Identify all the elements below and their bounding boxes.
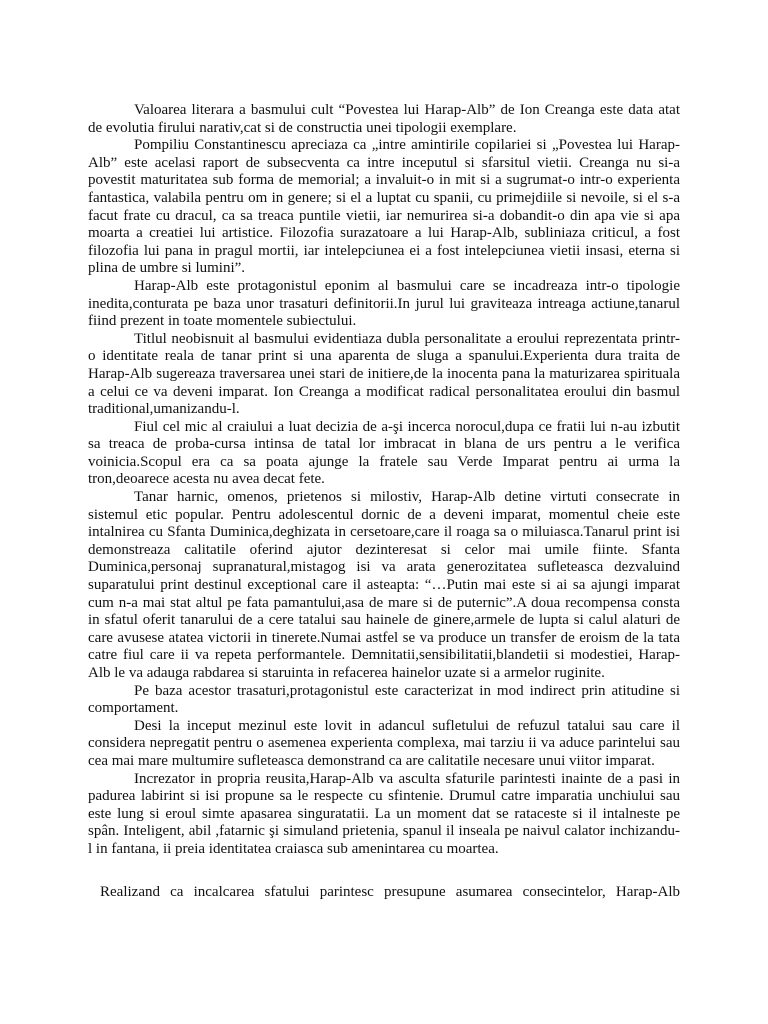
paragraph-line: care avusese atatea victorii in tinerete.Numai astfel se va produce un transfer de eroism de la tata: [88, 629, 680, 646]
paragraph-line: sistemul etic popular. Pentru adolescentul dornic de a deveni imparat, momentul cheie este: [88, 506, 680, 523]
paragraph-line: voinicia.Scopul era ca sa poata ajunge la fratele sau Verde Imparat pentru ai urma la: [88, 453, 680, 470]
paragraph-line: plina de umbre si lumini”.: [88, 260, 246, 277]
paragraph-line: moarta a creatiei lui artistice. Filozofia surazatoare a lui Harap-Alb, subliniaza criticul, a fost: [88, 225, 680, 242]
paragraph-line: Harap-Alb este protagonistul eponim al basmului care se incadreaza intr-o tipologie: [134, 277, 680, 294]
paragraph-line: Pompiliu Constantinescu apreciaza ca „intre amintirile copilariei si „Povestea lui Harap-: [134, 137, 680, 154]
paragraph-line: fantastica, valabila pentru om in genere; si el a luptat cu spanii, cu primejdiile si nevoile, si el s-a: [88, 189, 680, 206]
paragraph-line: sa treaca de proba-cursa intinsa de tatal lor imbracat in blana de urs pentru a le verifica: [88, 436, 680, 453]
document-body: [88, 102, 680, 859]
paragraph: [88, 278, 680, 331]
paragraph-line: intalnirea cu Sfanta Duminica,deghizata in cersetoare,care il roaga sa o miluiasca.Tanarul print isi: [88, 524, 680, 541]
paragraph-line: considera nepregatit pentru o asemenea experienta complexa, mai tarziu ii va aduce parintelui sau: [88, 735, 680, 752]
paragraph: [88, 771, 680, 859]
paragraph-line: spân. Inteligent, abil ,fatarnic şi simuland prietenia, spanul il inseala pe naivul calator inchizandu-: [88, 823, 680, 840]
paragraph-line: Tanar harnic, omenos, prietenos si milostiv, Harap-Alb detine virtuti consecrate in: [134, 489, 680, 506]
paragraph-line: inedita,conturata pe baza unor trasaturi definitorii.In jurul lui graviteaza intreaga actiune,tanarul: [88, 295, 680, 312]
paragraph-line: Alb” este acelasi raport de subsecventa ca intre inceputul si sfarsitul vietii. Creanga nu si-a: [88, 154, 680, 171]
paragraph-line: povestit maturitatea sub forma de memorial; a invaluit-o in mit si a sugrumat-o intr-o experienta: [88, 172, 680, 189]
paragraph-line: a celui ce va deveni imparat. Ion Creanga a modificat radical personalitatea eroului din basmul: [88, 383, 680, 400]
paragraph-line: Increzator in propria reusita,Harap-Alb va asculta sfaturile parintesti inainte de a pasi in: [134, 770, 680, 787]
paragraph-line: suparatului print destinul exceptional care il asteapta: “…Putin mai este si ai sa ajungi imparat: [88, 577, 680, 594]
paragraph-line: o identitate reala de tanar print si una aparenta de sluga a spanului.Experienta dura traita de: [88, 348, 680, 365]
paragraph-line: l in fantana, ii preia identitatea craiasca sub amenintarea cu moartea.: [88, 840, 499, 857]
paragraph-line: in sfatul oferit tanarului de a cere tatalui sau hainele de ginere,armele de lupta si calul alaturi de: [88, 612, 680, 629]
paragraph-line: facut frate cu dracul, ca sa treaca puntile vietii, iar nemurirea si-a dobandit-o din apa vie si apa: [88, 207, 680, 224]
paragraph: [88, 102, 680, 137]
paragraph-line: cum n-a mai stat altul pe fata pamantului,asa de mare si de puternic”.A doua recompensa consta: [88, 594, 680, 611]
paragraph-line: Pe baza acestor trasaturi,protagonistul este caracterizat in mod indirect prin atitudine si: [134, 682, 680, 699]
paragraph-line: filozofia lui pana in pragul mortii, iar intelepciunea ei a fost intelepciunea vietii insasi, eterna si: [88, 242, 680, 259]
paragraph-line: Alb le va adauga rabdarea si staruinta in refacerea hainelor uzate si a armelor ruginite.: [88, 665, 605, 681]
paragraph-line: catre fiul care ii va repeta performantele. Demnitatii,sensibilitatii,blandetii si modestiei, Harap-: [88, 647, 680, 664]
paragraph-line: Fiul cel mic al craiului a luat decizia de a-şi incerca norocul,dupa ce fratii lui n-au izbutit: [134, 418, 680, 435]
paragraph-line: de evolutia firului narativ,cat si de constructia unei tipologii exemplare.: [88, 119, 517, 136]
paragraph-line: Harap-Alb sugereaza traversarea unei stari de initiere,de la inocenta pana la maturizarea spirituala: [88, 365, 680, 382]
paragraph: [88, 718, 680, 771]
paragraph-line: Duminica,personaj supranatural,mistagog isi va arata generozitatea sufleteasca dezvaluind: [88, 559, 680, 576]
paragraph-line: Desi la inceput mezinul este lovit in adancul sufletului de refuzul tatalui sau care il: [134, 717, 680, 734]
paragraph-line: Titlul neobisnuit al basmului evidentiaza dubla personalitate a eroului reprezentata printr-: [134, 330, 680, 347]
paragraph: [88, 683, 680, 718]
final-paragraph-start: Realizand ca incalcarea sfatului parintesc presupune asumarea consecintelor, Harap-Alb: [100, 884, 680, 900]
paragraph-line: comportament.: [88, 700, 179, 717]
paragraph-line: traditional,umanizandu-l.: [88, 401, 240, 418]
paragraph-line: padurea labirint si isi propune sa le respecte cu sfintenie. Drumul catre imparatia unchiului sau: [88, 788, 680, 805]
paragraph: [88, 331, 680, 419]
paragraph: [88, 489, 680, 683]
paragraph-line: cea mai mare multumire sufleteasca demonstrand ca are calitatile necesare unui viitor imparat.: [88, 752, 655, 769]
paragraph: [88, 419, 680, 489]
paragraph-line: este lung si eroul simte apasarea singuratatii. La un moment dat se rataceste si il intalneste pe: [88, 805, 680, 822]
paragraph-line: Valoarea literara a basmului cult “Povestea lui Harap-Alb” de Ion Creanga este data atat: [134, 102, 680, 118]
paragraph-line: demonstreaza calitatile oferind ajutor dezinteresat si celor mai umile fiinte. Sfanta: [88, 541, 680, 558]
paragraph-line: tron,deoarece acesta nu avea decat fete.: [88, 471, 325, 488]
paragraph: [88, 137, 680, 278]
paragraph-line: fiind prezent in toate momentele subiectului.: [88, 313, 357, 330]
